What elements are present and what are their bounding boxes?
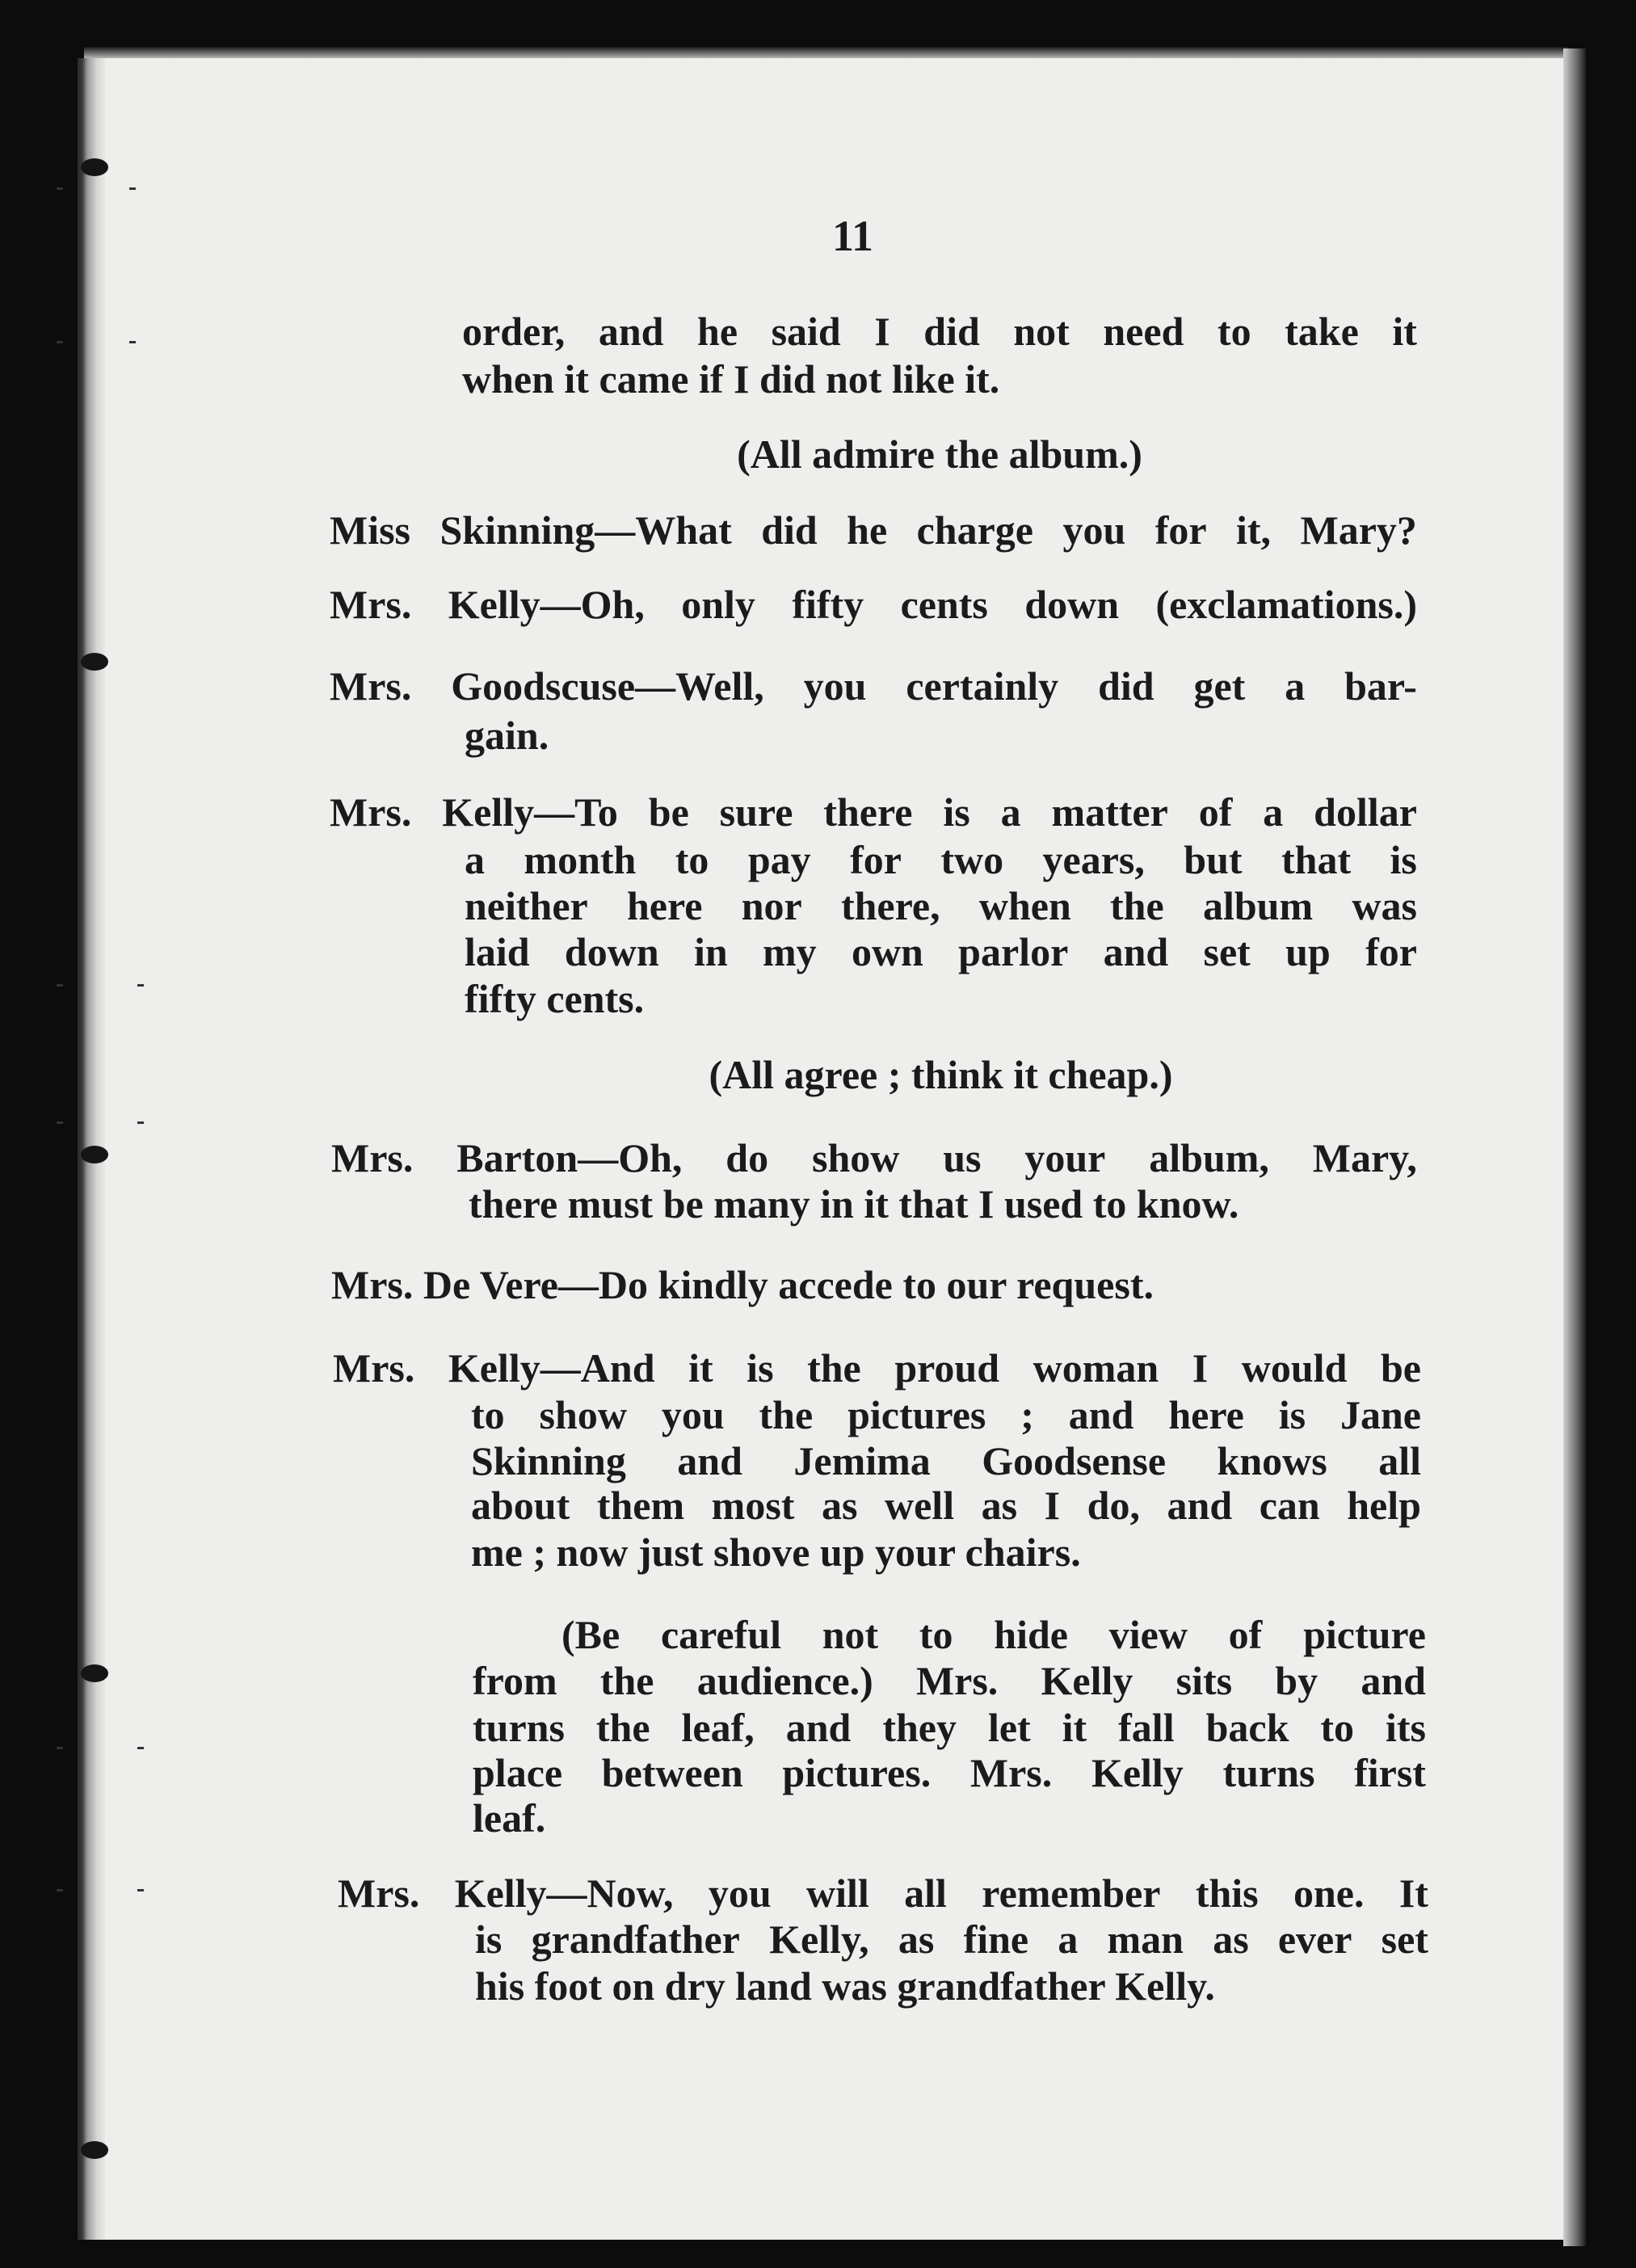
scan-mark — [57, 187, 63, 190]
speech-line: about them most as well as I do, and can help — [471, 1483, 1421, 1528]
speech-line: me ; now just shove up your chairs. — [471, 1530, 1081, 1575]
speech-line: laid down in my own parlor and set up for — [465, 929, 1417, 974]
stage-direction: place between pictures. Mrs. Kelly turns first — [473, 1750, 1426, 1795]
binding-stitch — [81, 2141, 108, 2159]
stage-direction: turns the leaf, and they let it fall back to its — [473, 1705, 1426, 1750]
scan-mark — [129, 187, 136, 190]
speech-line: fifty cents. — [465, 976, 645, 1021]
stage-direction: (All agree ; think it cheap.) — [709, 1052, 1173, 1097]
speech-line: Mrs. Kelly—Now, you will all remember this one. It — [338, 1870, 1428, 1916]
speech-line: Mrs. De Vere—Do kindly accede to our request. — [331, 1262, 1154, 1307]
stage-direction: (All admire the album.) — [737, 431, 1142, 477]
speech-line: to show you the pictures ; and here is Jane — [471, 1392, 1421, 1437]
scan-mark — [137, 1889, 144, 1891]
speech-line: there must be many in it that I used to know. — [469, 1181, 1239, 1227]
scan-mark — [137, 984, 144, 987]
scan-mark — [57, 1121, 63, 1124]
text-line: order, and he said I did not need to take it — [462, 309, 1417, 354]
speech-line: Mrs. Kelly—Oh, only fifty cents down (exclamations.) — [330, 582, 1417, 627]
scan-mark — [57, 341, 63, 343]
page-right-edge — [1563, 48, 1586, 2246]
scan-mark — [137, 1747, 144, 1749]
speech-line: Mrs. Goodscuse—Well, you certainly did get a bar- — [330, 663, 1417, 709]
page-number: 11 — [832, 212, 874, 260]
scan-mark — [137, 1121, 144, 1124]
speech-line: neither here nor there, when the album was — [465, 883, 1417, 928]
speech-line: Mrs. Barton—Oh, do show us your album, Mary, — [331, 1135, 1417, 1180]
binding-stitch — [81, 1146, 108, 1163]
stage-direction: (Be careful not to hide view of picture — [561, 1612, 1426, 1657]
stage-direction: from the audience.) Mrs. Kelly sits by and — [473, 1658, 1426, 1703]
scan-mark — [129, 341, 136, 343]
speech-line: Skinning and Jemima Goodsense knows all — [471, 1438, 1421, 1483]
speech-line: Mrs. Kelly—And it is the proud woman I would be — [333, 1345, 1421, 1391]
speech-line: his foot on dry land was grandfather Kelly. — [475, 1963, 1215, 2009]
text-line: when it came if I did not like it. — [462, 356, 1000, 402]
binding-stitch — [81, 653, 108, 671]
speech-line: is grandfather Kelly, as fine a man as ever set — [475, 1917, 1428, 1962]
binding-stitch — [81, 1664, 108, 1682]
stage-direction: leaf. — [473, 1795, 546, 1841]
binding-stitch — [81, 158, 108, 176]
speech-line: gain. — [465, 713, 549, 758]
scan-mark — [57, 1889, 63, 1891]
speech-line: Miss Skinning—What did he charge you for it, Mary? — [330, 507, 1417, 553]
scan-mark — [57, 984, 63, 987]
speech-line: Mrs. Kelly—To be sure there is a matter of a dollar — [330, 789, 1417, 835]
scan-mark — [57, 1747, 63, 1749]
speech-line: a month to pay for two years, but that is — [465, 837, 1417, 882]
